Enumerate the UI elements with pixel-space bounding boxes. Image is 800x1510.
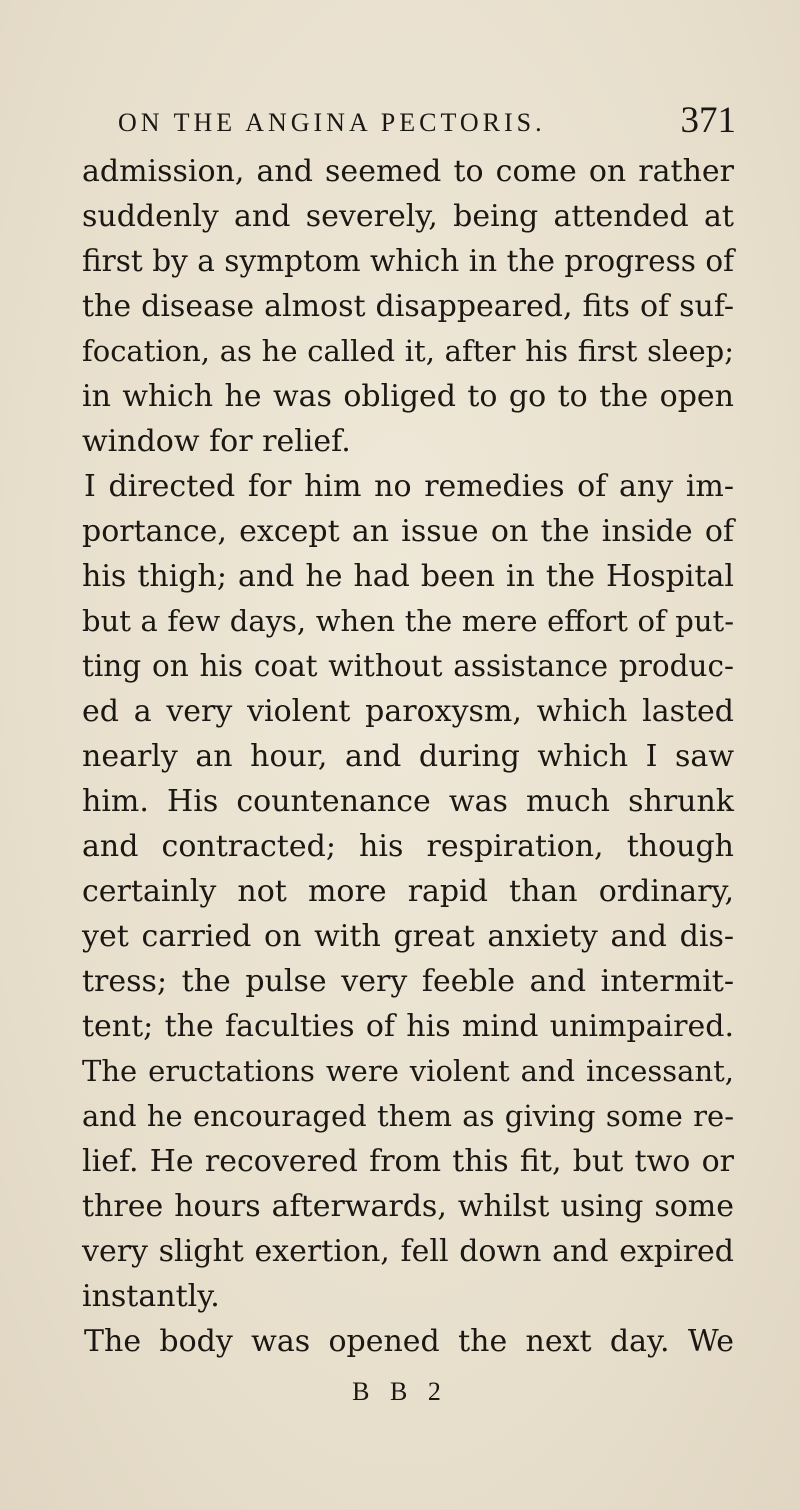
text-line: I directed for him no remedies of any im- bbox=[84, 469, 734, 504]
text-line: instantly. bbox=[82, 1279, 220, 1314]
text-line: focation, as he called it, after his first sleep; bbox=[82, 334, 734, 368]
body-text bbox=[82, 149, 734, 1364]
text-line: admission, and seemed to come on rather bbox=[82, 154, 734, 189]
text-line: three hours afterwards, whilst using some bbox=[82, 1189, 734, 1224]
signature-mark: B B 2 bbox=[352, 1377, 448, 1406]
text-line: ting on his coat without assistance produc- bbox=[82, 649, 734, 683]
text-line: in which he was obliged to go to the open bbox=[82, 379, 734, 414]
text-line: ed a very violent paroxysm, which lasted bbox=[82, 694, 734, 729]
text-line: nearly an hour, and during which I saw bbox=[82, 739, 734, 774]
text-line: suddenly and severely, being attended at bbox=[82, 199, 734, 234]
text-line: tress; the pulse very feeble and intermit- bbox=[82, 964, 734, 999]
text-line: and he encouraged them as giving some re- bbox=[82, 1099, 734, 1133]
text-line: The body was opened the next day. We bbox=[84, 1324, 734, 1359]
text-line: the disease almost disappeared, fits of suf- bbox=[82, 289, 734, 324]
text-line: but a few days, when the mere effort of put- bbox=[82, 604, 734, 638]
page-number: 371 bbox=[680, 100, 736, 141]
text-line: very slight exertion, fell down and expired bbox=[82, 1234, 734, 1269]
text-line: and contracted; his respiration, though bbox=[82, 829, 734, 864]
text-line: tent; the faculties of his mind unimpaired. bbox=[82, 1009, 734, 1044]
running-head bbox=[0, 100, 800, 143]
text-line: window for relief. bbox=[82, 424, 351, 459]
text-line: yet carried on with great anxiety and dis- bbox=[82, 919, 734, 954]
text-line: him. His countenance was much shrunk bbox=[82, 784, 734, 819]
text-line: first by a symptom which in the progress of bbox=[82, 244, 734, 278]
text-line: lief. He recovered from this fit, but two or bbox=[82, 1144, 734, 1179]
text-line: his thigh; and he had been in the Hospital bbox=[82, 559, 734, 594]
text-line: The eructations were violent and incessant, bbox=[82, 1054, 734, 1088]
running-head-title: ON THE ANGINA PECTORIS. bbox=[118, 108, 546, 137]
text-line: portance, except an issue on the inside of bbox=[82, 514, 734, 549]
text-line: certainly not more rapid than ordinary, bbox=[82, 874, 734, 909]
